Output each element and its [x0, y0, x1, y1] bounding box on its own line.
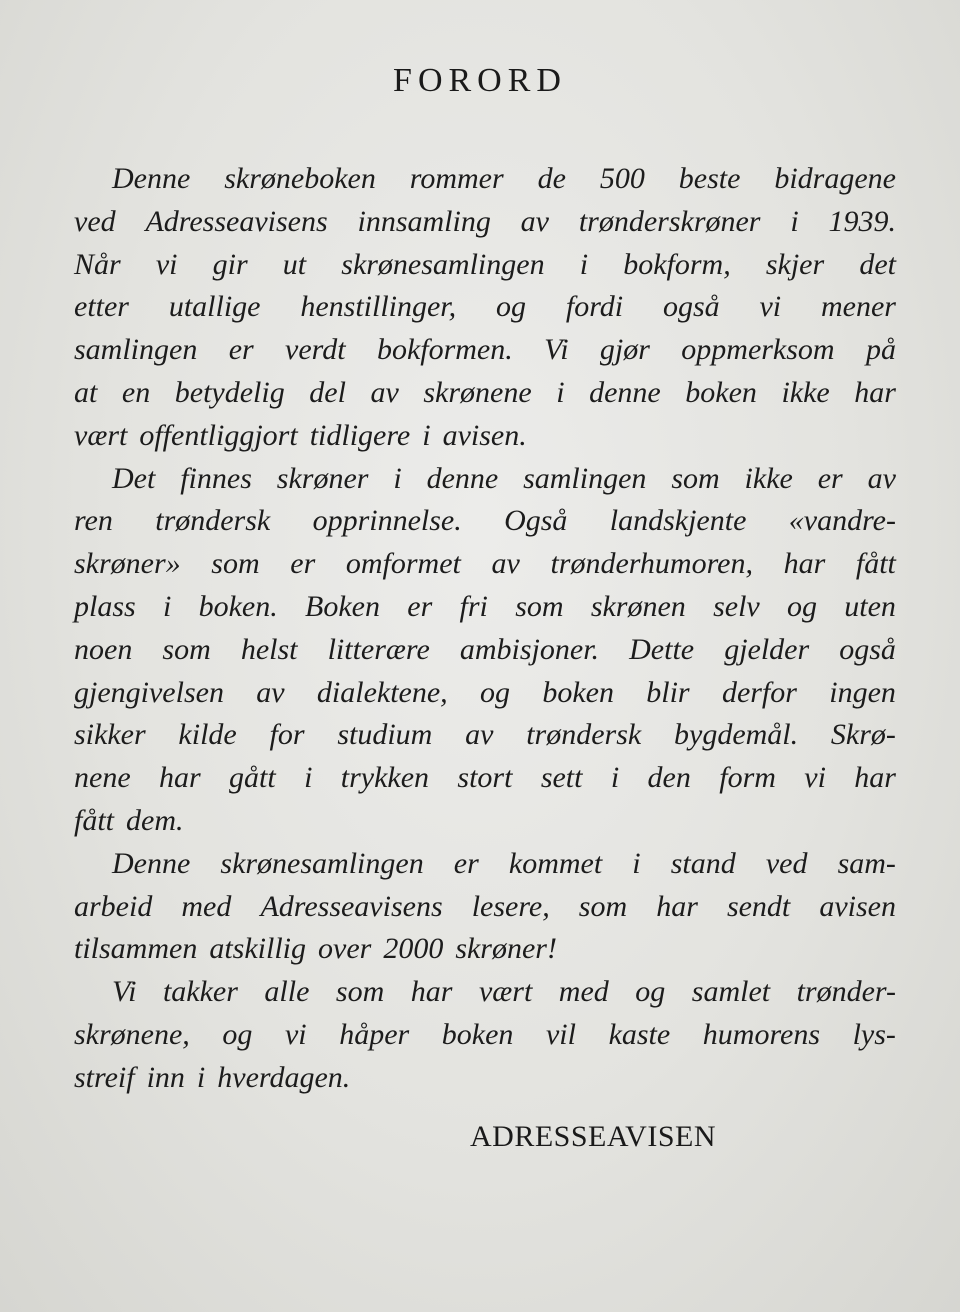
text-line: sikker kilde for studium av trøndersk bygdemål. Skrø- [74, 718, 896, 752]
text-line: Det finnes skrøner i denne samlingen som ikke er av [112, 461, 896, 495]
text-line: fått dem. [74, 803, 184, 837]
text-line: arbeid med Adresseavisens lesere, som har sendt avisen [74, 889, 896, 923]
text-line: noen som helst litterære ambisjoner. Dette gjelder også [74, 632, 896, 666]
text-line: ved Adresseavisens innsamling av trønderskrøner i 1939. [74, 204, 896, 238]
paragraph [74, 458, 896, 843]
text-line: tilsammen atskillig over 2000 skrøner! [74, 932, 557, 966]
text-line: plass i boken. Boken er fri som skrønen selv og uten [74, 589, 896, 623]
paragraph [74, 971, 896, 1099]
text-line: gjengivelsen av dialektene, og boken blir derfor ingen [74, 675, 896, 709]
text-line: etter utallige henstillinger, og fordi også vi mener [74, 290, 896, 324]
page-title: FORORD [393, 62, 567, 99]
text-line: Vi takker alle som har vært med og samlet trønder- [112, 975, 896, 1009]
text-line: nene har gått i trykken stort sett i den form vi har [74, 761, 896, 795]
paragraph [74, 843, 896, 971]
text-line: samlingen er verdt bokformen. Vi gjør oppmerksom på [74, 333, 896, 367]
foreword-text [74, 158, 896, 1100]
text-line: vært offentliggjort tidligere i avisen. [74, 418, 527, 452]
text-line: ren trøndersk opprinnelse. Også landskjente «vandre- [74, 504, 896, 538]
text-line: skrønene, og vi håper boken vil kaste humorens lys- [74, 1017, 896, 1051]
paragraph [74, 158, 896, 458]
text-line: skrøner» som er omformet av trønderhumoren, har fått [74, 547, 896, 581]
text-line: Denne skrønesamlingen er kommet i stand ved sam- [112, 846, 896, 880]
text-line: at en betydelig del av skrønene i denne boken ikke har [74, 375, 896, 409]
text-line: Denne skrøneboken rommer de 500 beste bidragene [112, 162, 896, 195]
text-line: Når vi gir ut skrønesamlingen i bokform, skjer det [74, 247, 896, 281]
signature: ADRESSEAVISEN [470, 1120, 716, 1153]
text-line: streif inn i hverdagen. [74, 1060, 351, 1094]
